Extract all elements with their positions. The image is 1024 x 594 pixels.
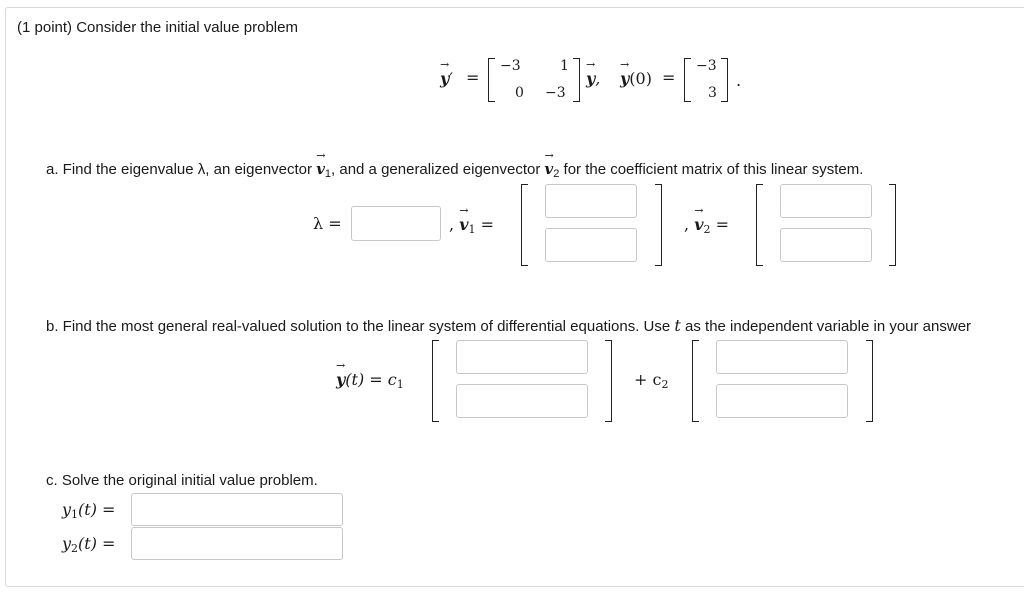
v1-input-1[interactable] xyxy=(545,184,637,218)
part-b-text: b. Find the most general real-valued solution to the linear system of differential equations. Use t as the independent variable in your answer xyxy=(46,316,972,335)
matrix-a11: −3 xyxy=(500,58,521,74)
sol2-input-1[interactable] xyxy=(716,340,848,374)
sol1-input-1[interactable] xyxy=(456,340,588,374)
v2-bracket-left xyxy=(756,184,763,266)
ivp-initial-equals: = xyxy=(662,68,676,87)
v1-bracket-left xyxy=(521,184,528,266)
init-bracket-left xyxy=(684,58,691,102)
matrix-a21: 0 xyxy=(515,85,524,101)
init-bracket-right xyxy=(721,58,728,102)
v2-bracket-right xyxy=(889,184,896,266)
matrix-bracket-right xyxy=(573,58,580,102)
y1-label: $y_1(t)$ = xyxy=(62,500,116,521)
matrix-bracket-left xyxy=(488,58,495,102)
problem-header: (1 point) Consider the initial value problem xyxy=(17,19,298,36)
ivp-period: . xyxy=(736,71,742,90)
matrix-a12: 1 xyxy=(560,58,569,74)
ivp-initial-lhs: → y(0) xyxy=(620,69,652,88)
v1-label: , → $v_1$ = xyxy=(449,215,494,236)
ivp-times-var: → y, xyxy=(586,69,600,88)
v1-input-2[interactable] xyxy=(545,228,637,262)
y1-input[interactable] xyxy=(131,493,343,526)
lambda-input[interactable] xyxy=(351,206,441,241)
y2-label: $y_2(t)$ = xyxy=(62,534,116,555)
matrix-a22: −3 xyxy=(545,85,566,101)
y2-input[interactable] xyxy=(131,527,343,560)
sol2-input-2[interactable] xyxy=(716,384,848,418)
v2-input-1[interactable] xyxy=(780,184,872,218)
sol1-input-2[interactable] xyxy=(456,384,588,418)
part-c-text: c. Solve the original initial value problem. xyxy=(46,472,318,489)
sol2-bracket-left xyxy=(692,340,699,422)
init-y1: −3 xyxy=(696,58,717,74)
c2-label: + $c_2$ xyxy=(634,370,669,391)
sol1-bracket-left xyxy=(432,340,439,422)
v1-bracket-right xyxy=(655,184,662,266)
init-y2: 3 xyxy=(708,85,717,101)
v2-label: , → $v_2$ = xyxy=(684,215,729,236)
ivp-lhs: → y′ xyxy=(440,69,453,88)
sol1-bracket-right xyxy=(605,340,612,422)
sol2-bracket-right xyxy=(866,340,873,422)
general-solution-label: → $y(t) = c_1$ xyxy=(336,370,404,391)
part-a-text: a. Find the eigenvalue λ, an eigenvector → $v_1$, and a generalized eigenvector → $v_2$ for the coefficient matrix of this linear system. xyxy=(46,160,863,180)
v2-input-2[interactable] xyxy=(780,228,872,262)
lambda-label: λ = xyxy=(313,214,342,233)
ivp-equals: = xyxy=(466,68,480,87)
